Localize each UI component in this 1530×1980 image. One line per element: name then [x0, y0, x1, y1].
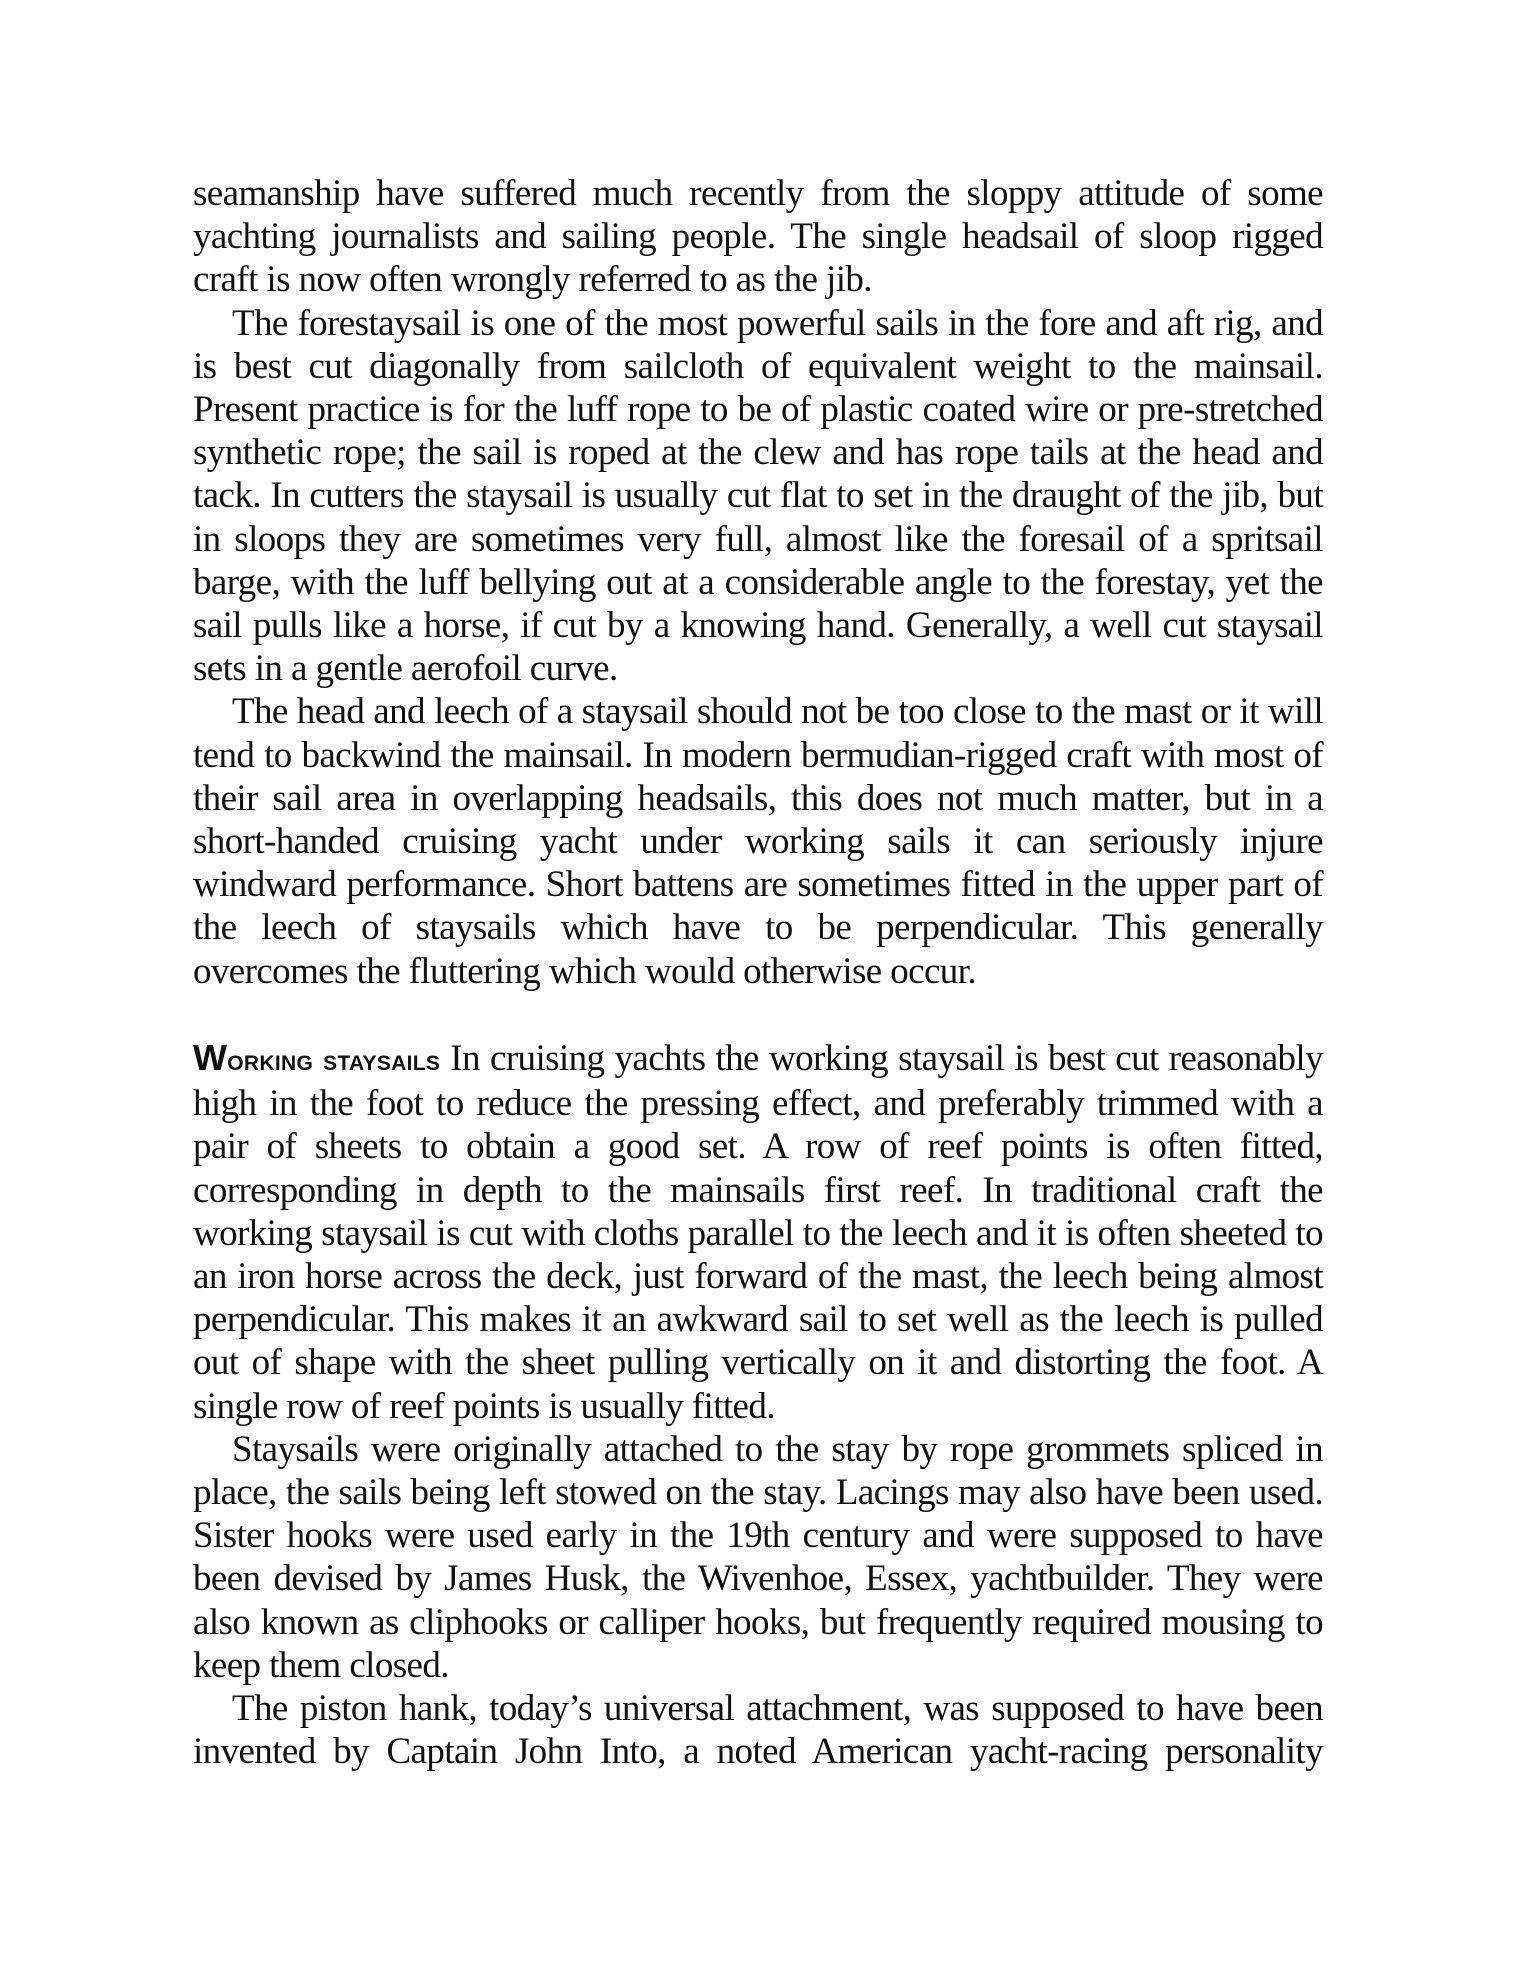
- section-heading-initial: W: [193, 1037, 228, 1079]
- page-body: [193, 172, 1323, 1774]
- paragraph-piston-hank: The piston hank, today’s universal attachment, was supposed to have been invented by Captain John Into, a noted American yacht-racing personality: [193, 1688, 1323, 1773]
- section-body-text: In cruising yachts the working staysail is best cut reasonably high in the foot to reduce the pressing effect, and preferably trimmed with a pair of sheets to obtain a good set. A row of reef points is often fitted, corresponding in depth to the mainsails first reef. In traditional craft the working staysail is cut with cloths parallel to the leech and it is often sheeted to an iron horse across the deck, just forward of the mast, the leech being almost perpendicular. This makes it an awkward sail to set well as the leech is pulled out of shape with the sheet pulling vertically on it and distorting the foot. A single row of reef points is usually fitted.: [193, 1038, 1323, 1427]
- paragraph-staysail-attachment: Staysails were originally attached to the stay by rope grommets spliced in place, the sails being left stowed on the stay. Lacings may also have been used. Sister hooks were used early in the 19th century and were supposed to have been devised by James Husk, the Wivenhoe, Essex, yachtbuilder. They were also known as cliphooks or calliper hooks, but frequently required mousing to keep them closed.: [193, 1428, 1323, 1686]
- paragraph-head-and-leech: The head and leech of a staysail should not be too close to the mast or it will tend to backwind the mainsail. In modern bermudian-rigged craft with most of their sail area in overlapping headsails, this does not much matter, but in a short-handed cruising yacht under working sails it can seriously injure windward performance. Short battens are sometimes fitted in the upper part of the leech of staysails which have to be perpendicular. This generally overcomes the fluttering which would otherwise occur.: [193, 691, 1323, 992]
- paragraph-forestaysail: The forestaysail is one of the most powerful sails in the fore and aft rig, and is best cut diagonally from sailcloth of equivalent weight to the mainsail. Present practice is for the luff rope to be of plastic coated wire or pre-stretched synthetic rope; the sail is roped at the clew and has rope tails at the head and tack. In cutters the staysail is usually cut flat to set in the draught of the jib, but in sloops they are sometimes very full, almost like the foresail of a spritsail barge, with the luff bellying out at a considerable angle to the forestay, yet the sail pulls like a horse, if cut by a knowing hand. Generally, a well cut staysail sets in a gentle aerofoil curve.: [193, 302, 1323, 690]
- paragraph-seamanship: seamanship have suffered much recently from the sloppy attitude of some yachting journalists and sailing people. The single headsail of sloop rigged craft is now often wrongly referred to as the jib.: [193, 173, 1323, 301]
- section-gap: [193, 993, 1323, 1036]
- section-heading: [193, 1037, 441, 1079]
- section-heading-rest: orking staysails: [227, 1044, 441, 1078]
- paragraph-working-staysails: [193, 1036, 1323, 1428]
